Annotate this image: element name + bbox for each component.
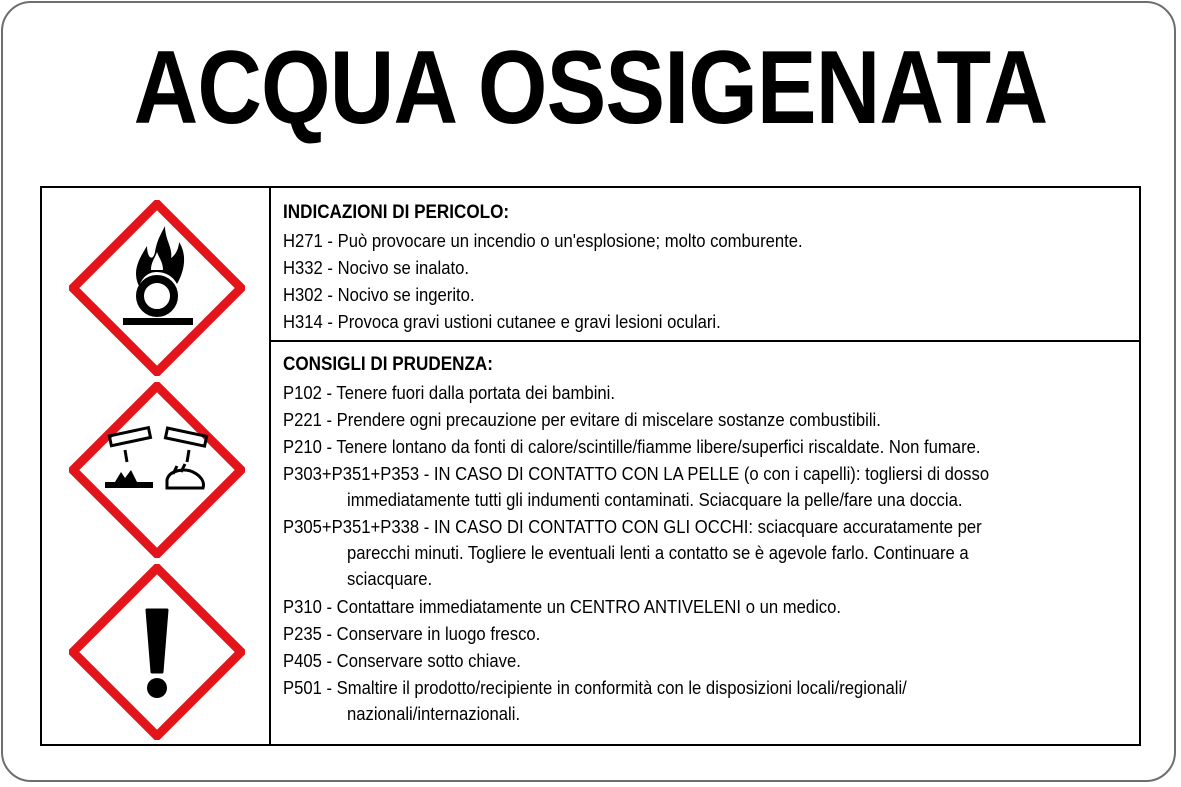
precautionary-statements-section: [271, 342, 1139, 744]
precaution-line: P501 - Smaltire il prodotto/recipiente in conformità con le disposizioni locali/regionali/: [283, 677, 907, 698]
corrosion-icon: [69, 382, 245, 558]
precaution-line: P221 - Prendere ogni precauzione per evitare di miscelare sostanze combustibili.: [283, 409, 881, 430]
precaution-line: P210 - Tenere lontano da fonti di calore/scintille/fiamme libere/superfici riscaldate. Non fumare.: [283, 436, 981, 457]
flame-over-circle-icon: [69, 200, 245, 376]
hazard-statements-section: [271, 188, 1139, 342]
precaution-line: sciacquare.: [347, 568, 433, 589]
hazard-line: H271 - Può provocare un incendio o un'esplosione; molto comburente.: [283, 230, 803, 251]
hazard-line: H314 - Provoca gravi ustioni cutanee e gravi lesioni oculari.: [283, 311, 721, 332]
precaution-line: P405 - Conservare sotto chiave.: [283, 650, 521, 671]
precaution-line: immediatamente tutti gli indumenti contaminati. Sciacquare la pelle/fare una doccia.: [347, 489, 963, 510]
precaution-heading: CONSIGLI DI PRUDENZA:: [283, 354, 493, 375]
hazard-line: H302 - Nocivo se ingerito.: [283, 284, 475, 305]
precaution-line: P305+P351+P338 - IN CASO DI CONTATTO CON GLI OCCHI: sciacquare accuratamente per: [283, 516, 982, 537]
sign-title: ACQUA OSSIGENATA: [133, 30, 1048, 146]
pictogram-column: [42, 188, 271, 744]
hazard-heading: INDICAZIONI DI PERICOLO:: [283, 202, 510, 223]
statements-column: [271, 188, 1139, 744]
info-panel: [40, 186, 1141, 746]
precaution-line: P310 - Contattare immediatamente un CENTRO ANTIVELENI o un medico.: [283, 596, 842, 617]
exclamation-mark-icon: [69, 564, 245, 740]
hazard-line: H332 - Nocivo se inalato.: [283, 257, 470, 278]
precaution-line: P235 - Conservare in luogo fresco.: [283, 623, 541, 644]
precaution-line: P102 - Tenere fuori dalla portata dei bambini.: [283, 382, 615, 403]
precaution-line: parecchi minuti. Togliere le eventuali lenti a contatto se è agevole farlo. Continuare a: [347, 542, 969, 563]
precaution-line: P303+P351+P353 - IN CASO DI CONTATTO CON LA PELLE (o con i capelli): togliersi di dosso: [283, 463, 990, 484]
precaution-line: nazionali/internazionali.: [347, 703, 521, 724]
